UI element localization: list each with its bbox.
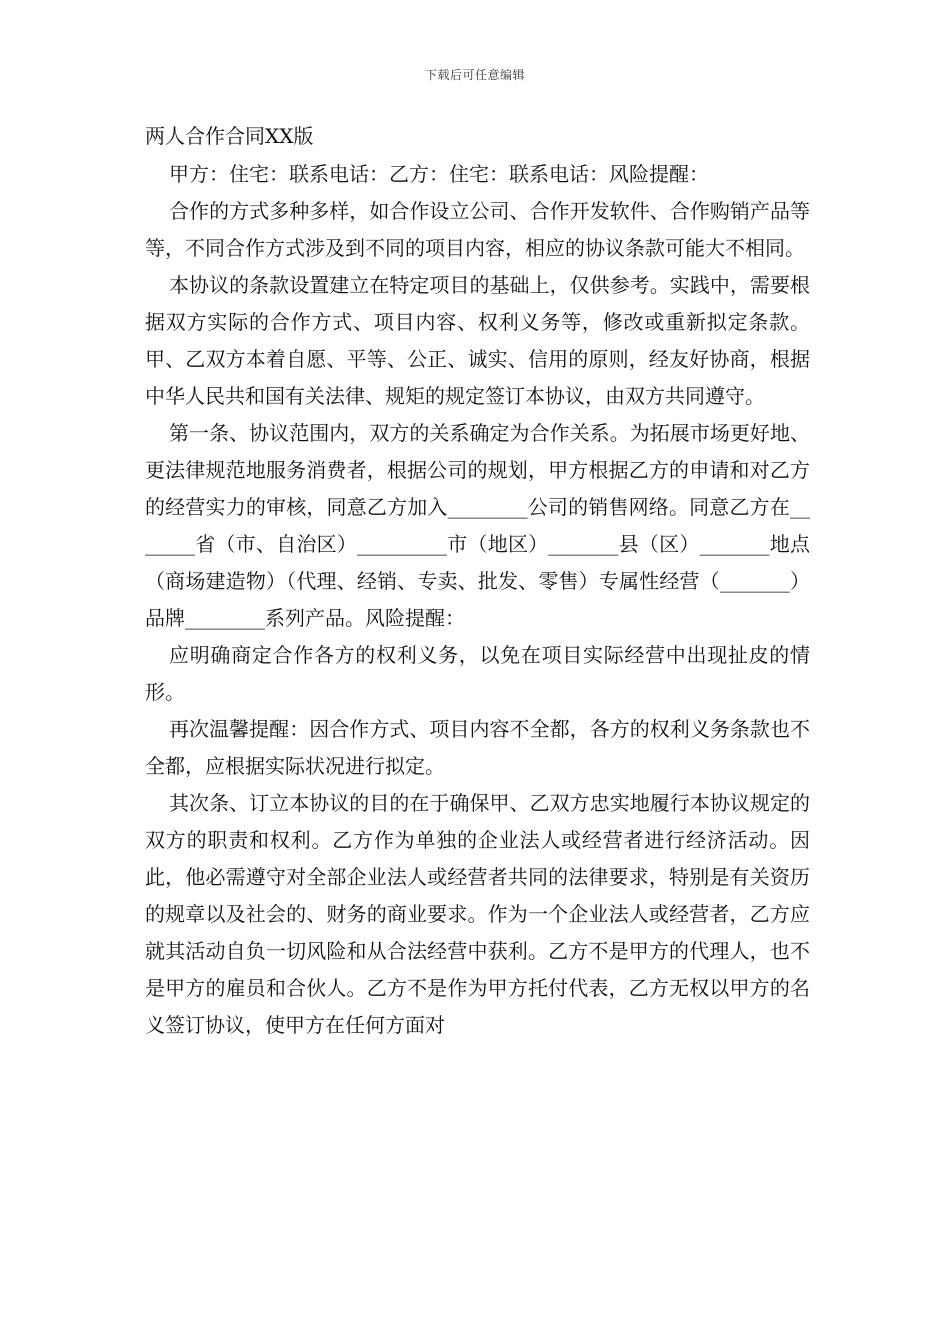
paragraph-rights-obligations: 应明确商定合作各方的权利义务，以免在项目实际经营中出现扯皮的情形。	[145, 643, 810, 704]
paragraph-parties: 甲方：住宅：联系电话：乙方：住宅：联系电话：风险提醒：	[169, 162, 709, 186]
paragraph-cooperation-methods: 合作的方式多种多样，如合作设立公司、合作开发软件、合作购销产品等等，不同合作方式涉及到不同的项目内容，相应的协议条款可能大不相同。	[145, 199, 810, 260]
paragraph-reminder: 再次温馨提醒：因合作方式、项目内容不全都，各方的权利义务条款也不全都，应根据实际状况进行拟定。	[145, 717, 810, 778]
paragraph-article-1: 第一条、协议范围内，双方的关系确定为合作关系。为拓展市场更好地、更法律规范地服务消费者，根据公司的规划，甲方根据乙方的申请和对乙方的经营实力的审核，同意乙方加入________公司的销售网络。同意乙方在_______省（市、自治区）_________市（地区）_______县（区）_______地点（商场建造物）（代理、经销、专卖、批发、零售）专属性经营（_______）品牌________系列产品。风险提醒：	[145, 421, 810, 630]
paragraph-agreement-basis: 本协议的条款设置建立在特定项目的基础上，仅供参考。实践中，需要根据双方实际的合作方式、项目内容、权利义务等，修改或重新拟定条款。 甲、乙双方本着自愿、平等、公正、诚实、信用的原则，经友好协商，根据中华人民共和国有关法律、规矩的规定签订本协议，由双方共同遵守。	[145, 273, 810, 408]
page-header: 下载后可任意编辑	[424, 68, 525, 82]
document-title: 两人合作合同XX版	[145, 124, 314, 148]
paragraph-article-2: 其次条、订立本协议的目的在于确保甲、乙双方忠实地履行本协议规定的双方的职责和权利。乙方作为单独的企业法人或经营者进行经济活动。因此，他必需遵守对全部企业法人或经营者共同的法律要求，特别是有关资历的规章以及社会的、财务的商业要求。作为一个企业法人或经营者，乙方应就其活动自负一切风险和从合法经营中获利。乙方不是甲方的代理人，也不是甲方的雇员和合伙人。乙方不是作为甲方托付代表，乙方无权以甲方的名义签订协议，使甲方在任何方面对	[145, 791, 810, 1037]
document-body	[145, 118, 810, 1044]
